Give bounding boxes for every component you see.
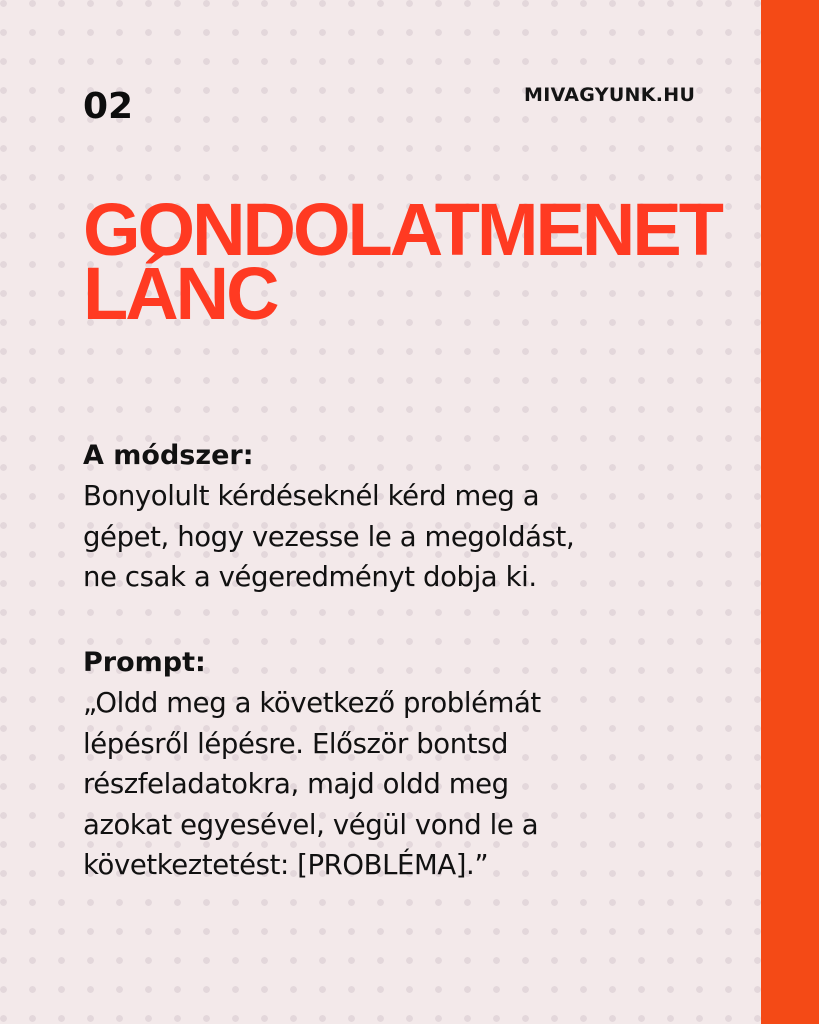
page-title — [83, 188, 721, 335]
prompt-body: „Oldd meg a következő problémát lépésről lépésre. Először bontsd részfeladatokra, majd oldd meg azokat egyesével, végül vond le a következtetést: [PROBLÉMA].” — [83, 687, 541, 881]
method-body: Bonyolult kérdéseknél kérd meg a gépet, hogy vezesse le a megoldást, ne csak a végeredményt dobja ki. — [83, 480, 575, 593]
title-line-2: LÁNC — [83, 252, 277, 335]
prompt-section — [83, 643, 541, 886]
method-section — [83, 436, 574, 598]
title-line-1: GONDOLATMENET — [83, 188, 721, 271]
page-number: 02 — [83, 86, 134, 127]
prompt-label: Prompt: — [83, 647, 206, 678]
site-name: MIVAGYUNK.HU — [524, 84, 696, 106]
accent-side-bar — [761, 0, 819, 1024]
method-label: A módszer: — [83, 440, 254, 471]
